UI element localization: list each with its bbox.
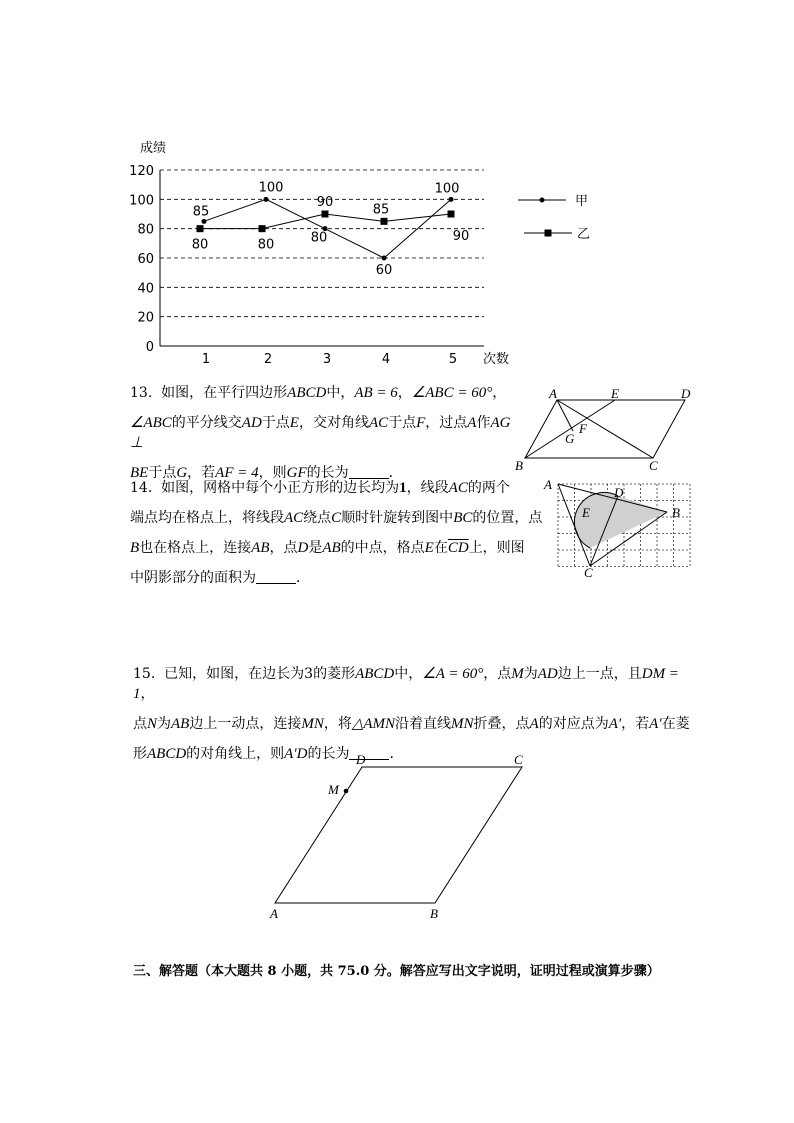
y-tick-label: 120	[129, 164, 154, 179]
svg-text:D: D	[681, 386, 691, 401]
y-tick-label: 40	[137, 281, 154, 297]
q15-line1: 15. 已知，如图，在边长为3的菱形ABCD中，∠A = 60°，点M为AD边上一点，且DM = 1，	[133, 666, 679, 702]
q14-line2: 端点均在格点上，将线段AC绕点C顺时针旋转到图中BC的位置，点	[130, 510, 543, 526]
svg-text:E: E	[582, 505, 590, 520]
question-13	[130, 383, 520, 483]
q13-line2: ∠ABC的平分线交AD于点E，交对角线AC于点F，过点A作AG ⊥	[130, 415, 511, 451]
point-yi	[448, 211, 455, 218]
x-tick-label: 2	[263, 352, 273, 367]
y-tick-label: 60	[137, 252, 154, 267]
x-tick-label: 4	[381, 352, 391, 367]
question-14	[130, 478, 550, 588]
data-label: 80	[191, 237, 209, 253]
point-jia	[382, 256, 387, 261]
chart-ylabel: 成绩	[140, 141, 167, 156]
legend-marker-jia	[540, 198, 545, 203]
data-label: 60	[375, 263, 393, 278]
x-tick-label: 1	[201, 352, 211, 367]
data-label: 85	[192, 204, 210, 220]
data-label: 90	[452, 229, 470, 244]
q13-line1: 13. 如图，在平行四边形ABCD中，AB = 6，∠ABC = 60°，	[130, 385, 507, 401]
data-label: 90	[316, 195, 334, 210]
svg-text:M: M	[328, 782, 339, 797]
svg-text:D: D	[356, 752, 366, 767]
point-yi	[259, 225, 266, 232]
svg-text:C: C	[514, 752, 523, 767]
point-yi	[197, 225, 204, 232]
svg-text:A: A	[549, 386, 557, 401]
q15-rhombus-figure	[260, 750, 540, 925]
point-yi	[322, 211, 329, 218]
data-label: 85	[372, 202, 390, 218]
q15-line2: 点N为AB边上一动点，连接MN，将△AMN沿着直线MN折叠，点A的对应点为A′，若A′在菱	[133, 716, 690, 732]
legend-label-yi: 乙	[577, 227, 591, 242]
svg-text:B: B	[672, 505, 680, 520]
y-tick-label: 20	[137, 310, 154, 326]
question-15	[133, 664, 693, 764]
svg-text:B: B	[515, 458, 523, 473]
x-tick-label: 5	[448, 352, 458, 367]
svg-text:E: E	[611, 386, 619, 401]
data-label: 80	[257, 237, 275, 253]
y-tick-label: 80	[137, 222, 154, 238]
x-tick-label: 3	[322, 352, 332, 367]
svg-text:F: F	[579, 421, 587, 436]
legend-label-jia: 甲	[575, 194, 589, 209]
q13-line3: BE于点G，若AF = 4，则GF的长为 ．	[130, 465, 403, 481]
point-jia	[202, 219, 207, 224]
svg-text:A: A	[544, 477, 552, 492]
svg-text:C: C	[649, 458, 658, 473]
legend-marker-yi	[545, 230, 552, 237]
svg-text:C: C	[584, 565, 593, 580]
q13-figure	[505, 380, 705, 475]
y-tick-label: 100	[129, 193, 154, 209]
svg-text:G: G	[565, 431, 575, 446]
q14-line3: B也在格点上，连接AB，点D是AB的中点，格点E在$\overline{CD}$上，则图	[130, 540, 525, 556]
chart-xlabel: 次数	[483, 352, 510, 367]
point-yi	[381, 218, 388, 225]
q14-line1: 14. 如图，网格中每个小正方形的边长均为1，线段AC的两个	[130, 480, 510, 496]
score-line-chart	[0, 0, 794, 380]
q14-figure	[540, 475, 700, 580]
q13-answer-blank[interactable]	[349, 464, 389, 479]
data-label: 100	[258, 180, 284, 196]
q14-line4: 中阴影部分的面积为 ．	[130, 570, 310, 586]
point-jia	[449, 197, 454, 202]
data-label: 80	[310, 230, 328, 246]
y-tick-label: 0	[145, 340, 154, 355]
q14-answer-blank[interactable]	[256, 569, 296, 584]
section-3-heading: 三、解答题（本大题共 8 小题，共 75.0 分。解答应写出文字说明，证明过程或演算步骤）	[133, 964, 660, 979]
data-label: 100	[434, 181, 460, 197]
svg-text:B: B	[430, 906, 438, 921]
svg-text:D: D	[614, 485, 624, 500]
point-jia	[264, 197, 269, 202]
svg-text:A: A	[270, 906, 278, 921]
q15-line3: 形ABCD的对角线上，则A′D的长为 ．	[133, 746, 404, 762]
